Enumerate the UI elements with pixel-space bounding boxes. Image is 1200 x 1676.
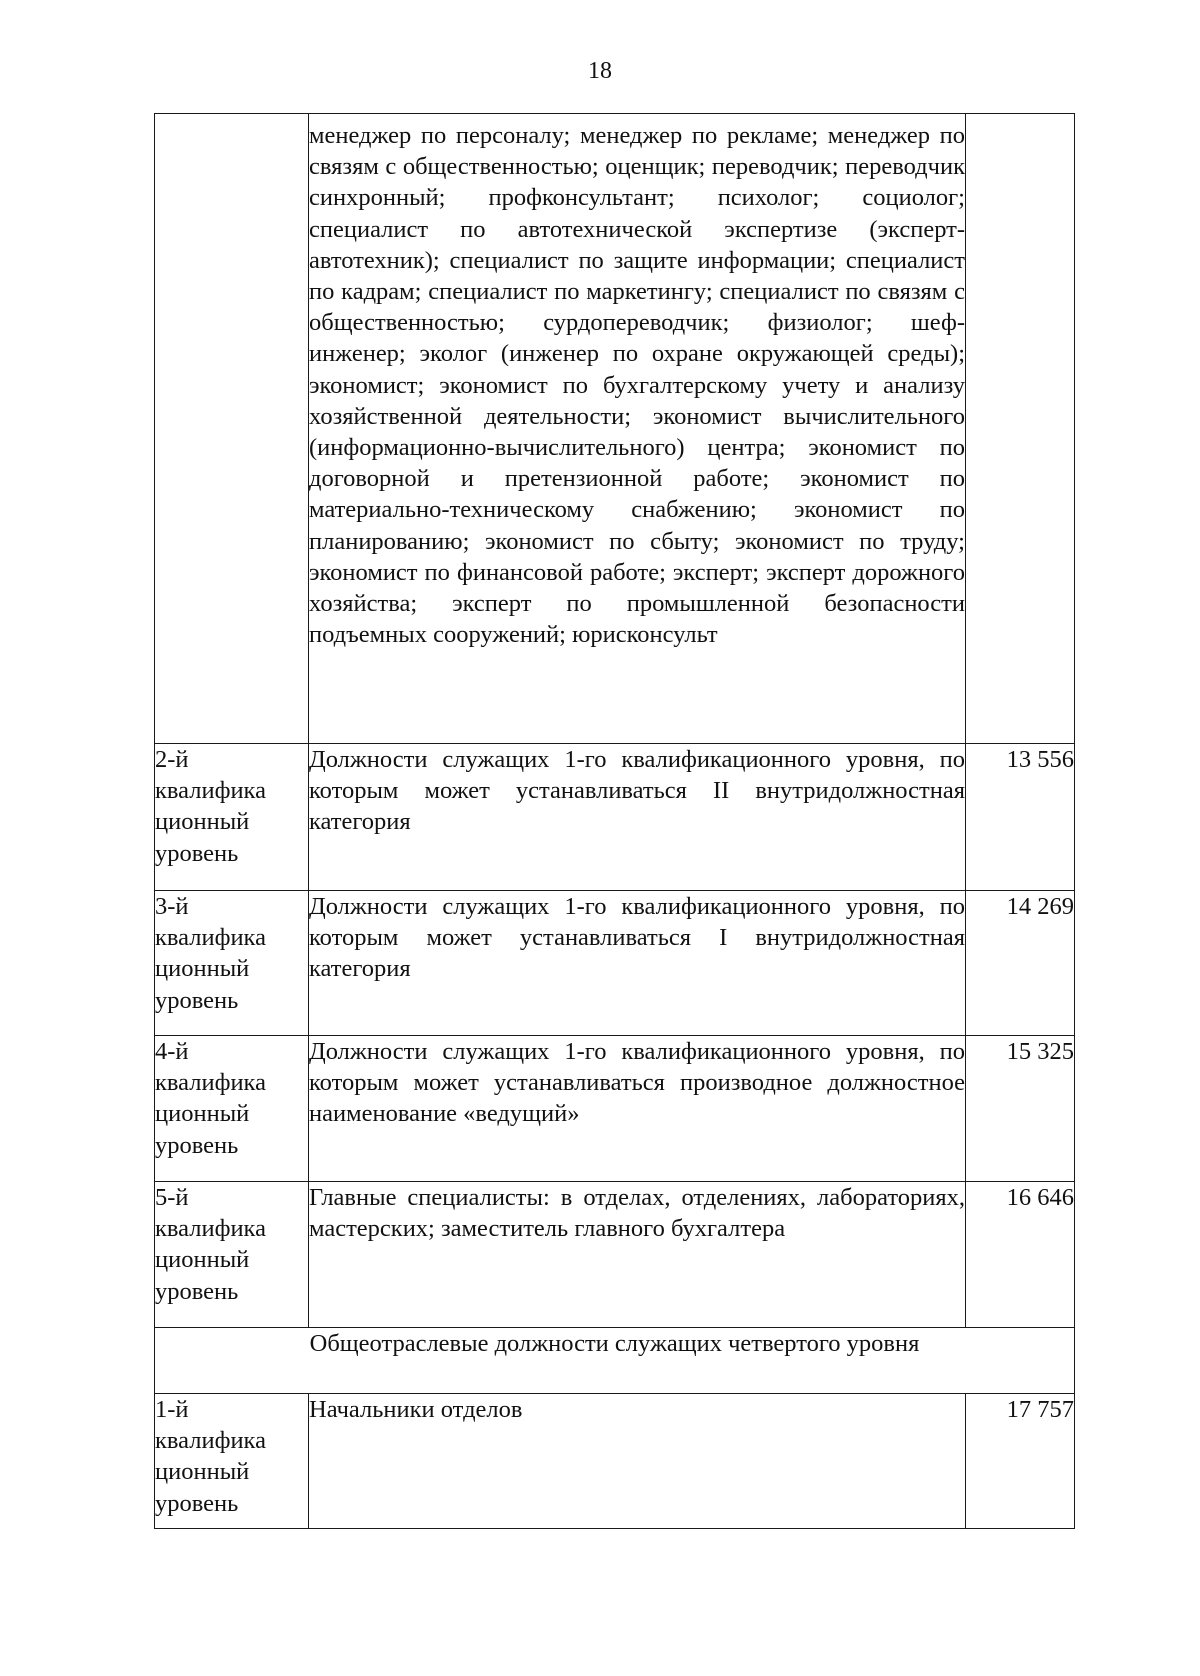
level-line: 3-й [155, 893, 189, 920]
section-heading-row [155, 1328, 1075, 1394]
level-line: уровень [155, 986, 239, 1014]
level-line: уровень [155, 1489, 239, 1517]
level-line: квалифика [155, 1215, 266, 1243]
section-heading: Общеотраслевые должности служащих четвертого уровня [155, 1328, 1075, 1394]
level-cell [155, 1394, 309, 1529]
level-cell [155, 744, 309, 891]
level-cell [155, 891, 309, 1036]
level-cell [155, 114, 309, 744]
level-line: уровень [155, 839, 239, 867]
salary-cell: 15 325 [966, 1036, 1075, 1182]
page-number: 18 [588, 58, 612, 84]
salary-cell: 13 556 [966, 744, 1075, 891]
table-row [155, 744, 1075, 891]
description-cell: менеджер по персоналу; менеджер по рекламе; менеджер по связям с общественностью; оценщик; переводчик; переводчик синхронный; профконсультант; психолог; социолог; специалист по автотехнической экспертизе (эксперт-автотехник); специалист по защите информации; специалист по кадрам; специалист по маркетингу; специалист по связям с общественностью; сурдопереводчик; физиолог; шеф-инженер; эколог (инженер по охране окружающей среды); экономист; экономист по бухгалтерскому учету и анализу хозяйственной деятельности; экономист вычислительного (информационно-вычислительного) центра; экономист по договорной и претензионной работе; экономист по материально-техническому снабжению; экономист по планированию; экономист по сбыту; экономист по труду; экономист по финансовой работе; эксперт; эксперт дорожного хозяйства; эксперт по промышленной безопасности подъемных сооружений; юрисконсульт [309, 114, 966, 744]
level-line: ционный [155, 1100, 250, 1128]
level-line: квалифика [155, 1427, 266, 1455]
description-cell: Должности служащих 1-го квалификационного уровня, по которым может устанавливаться II внутридолжностная категория [309, 744, 966, 891]
level-line: квалифика [155, 924, 266, 952]
level-line: уровень [155, 1131, 239, 1159]
table-row [155, 1036, 1075, 1182]
level-line: ционный [155, 955, 250, 983]
salary-cell [966, 114, 1075, 744]
table-row [155, 891, 1075, 1036]
level-line: уровень [155, 1277, 239, 1305]
table-row [155, 1394, 1075, 1529]
level-cell [155, 1182, 309, 1328]
salary-cell: 14 269 [966, 891, 1075, 1036]
level-line: 4-й [155, 1038, 189, 1065]
salary-cell: 17 757 [966, 1394, 1075, 1529]
level-line: ционный [155, 1246, 250, 1274]
description-cell: Должности служащих 1-го квалификационного уровня, по которым может устанавливаться производное должностное наименование «ведущий» [309, 1036, 966, 1182]
table-row [155, 1182, 1075, 1328]
level-line: квалифика [155, 777, 266, 805]
level-line: ционный [155, 1458, 250, 1486]
level-line: ционный [155, 808, 250, 836]
level-cell [155, 1036, 309, 1182]
table-row [155, 114, 1075, 744]
salary-cell: 16 646 [966, 1182, 1075, 1328]
description-cell: Главные специалисты: в отделах, отделениях, лабораториях, мастерских; заместитель главного бухгалтера [309, 1182, 966, 1328]
salary-table [154, 113, 1075, 1529]
level-line: 5-й [155, 1184, 189, 1211]
level-line: 2-й [155, 746, 189, 773]
description-cell: Должности служащих 1-го квалификационного уровня, по которым может устанавливаться I внутридолжностная категория [309, 891, 966, 1036]
description-cell: Начальники отделов [309, 1394, 966, 1529]
level-line: 1-й [155, 1396, 189, 1423]
level-line: квалифика [155, 1069, 266, 1097]
